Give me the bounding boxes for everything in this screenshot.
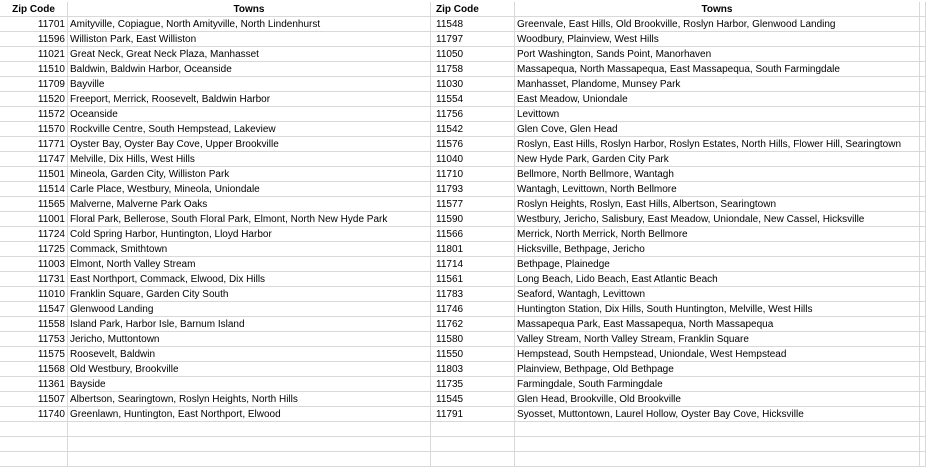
empty-cell[interactable] <box>920 272 926 287</box>
towns-cell[interactable]: Bellmore, North Bellmore, Wantagh <box>515 167 920 182</box>
towns-cell[interactable]: Merrick, North Merrick, North Bellmore <box>515 227 920 242</box>
zip-code-cell[interactable]: 11710 <box>431 167 515 182</box>
zip-code-cell[interactable]: 11561 <box>431 272 515 287</box>
table-row <box>0 77 926 92</box>
zip-code-cell[interactable]: 11361 <box>0 377 68 392</box>
towns-cell[interactable]: Malverne, Malverne Park Oaks <box>68 197 431 212</box>
zip-code-cell[interactable] <box>431 437 515 452</box>
towns-cell[interactable]: Bethpage, Plainedge <box>515 257 920 272</box>
towns-cell[interactable]: Glenwood Landing <box>68 302 431 317</box>
towns-cell[interactable]: Albertson, Searingtown, Roslyn Heights, North Hills <box>68 392 431 407</box>
towns-cell[interactable]: Syosset, Muttontown, Laurel Hollow, Oyster Bay Cove, Hicksville <box>515 407 920 422</box>
table-row <box>0 227 926 242</box>
zip-code-cell[interactable] <box>0 422 68 437</box>
zip-code-cell[interactable]: 11003 <box>0 257 68 272</box>
zip-code-cell[interactable]: 11030 <box>431 77 515 92</box>
empty-cell[interactable] <box>920 212 926 227</box>
zip-code-cell[interactable]: 11801 <box>431 242 515 257</box>
towns-cell[interactable]: East Meadow, Uniondale <box>515 92 920 107</box>
zip-code-cell[interactable] <box>0 452 68 467</box>
towns-cell[interactable] <box>68 437 431 452</box>
table-row <box>0 317 926 332</box>
zip-code-cell[interactable]: 11501 <box>0 167 68 182</box>
zip-code-cell[interactable]: 11714 <box>431 257 515 272</box>
header-zip-code-1[interactable]: Zip Code <box>0 2 68 17</box>
zip-code-cell[interactable]: 11507 <box>0 392 68 407</box>
towns-cell[interactable]: Hempstead, South Hempstead, Uniondale, West Hempstead <box>515 347 920 362</box>
empty-cell[interactable] <box>920 92 926 107</box>
towns-cell[interactable]: Seaford, Wantagh, Levittown <box>515 287 920 302</box>
towns-cell[interactable]: New Hyde Park, Garden City Park <box>515 152 920 167</box>
zip-code-cell[interactable]: 11701 <box>0 17 68 32</box>
zip-code-cell[interactable]: 11724 <box>0 227 68 242</box>
zip-code-cell[interactable]: 11577 <box>431 197 515 212</box>
empty-cell[interactable] <box>920 407 926 422</box>
table-row <box>0 287 926 302</box>
towns-cell[interactable]: Port Washington, Sands Point, Manorhaven <box>515 47 920 62</box>
towns-cell[interactable]: Plainview, Bethpage, Old Bethpage <box>515 362 920 377</box>
zip-code-cell[interactable]: 11735 <box>431 377 515 392</box>
towns-cell[interactable]: Old Westbury, Brookville <box>68 362 431 377</box>
towns-cell[interactable]: Bayside <box>68 377 431 392</box>
zip-code-cell[interactable]: 11797 <box>431 32 515 47</box>
zip-code-cell[interactable]: 11803 <box>431 362 515 377</box>
zip-code-cell[interactable]: 11580 <box>431 332 515 347</box>
towns-cell[interactable]: Massapequa, North Massapequa, East Massapequa, South Farmingdale <box>515 62 920 77</box>
empty-cell[interactable] <box>920 32 926 47</box>
zip-code-cell[interactable]: 11566 <box>431 227 515 242</box>
zip-code-cell[interactable]: 11731 <box>0 272 68 287</box>
table-row <box>0 302 926 317</box>
towns-cell[interactable]: East Northport, Commack, Elwood, Dix Hills <box>68 272 431 287</box>
zip-code-cell[interactable]: 11576 <box>431 137 515 152</box>
empty-cell[interactable] <box>920 47 926 62</box>
header-row <box>0 2 926 17</box>
table-row <box>0 62 926 77</box>
empty-cell[interactable] <box>920 437 926 452</box>
zip-code-cell[interactable]: 11040 <box>431 152 515 167</box>
table-row <box>0 107 926 122</box>
empty-cell[interactable] <box>920 257 926 272</box>
towns-cell[interactable]: Roslyn, East Hills, Roslyn Harbor, Roslyn Estates, North Hills, Flower Hill, Searingtown <box>515 137 920 152</box>
zip-code-cell[interactable]: 11545 <box>431 392 515 407</box>
table-row <box>0 197 926 212</box>
towns-cell[interactable]: Williston Park, East Williston <box>68 32 431 47</box>
towns-cell[interactable]: Great Neck, Great Neck Plaza, Manhasset <box>68 47 431 62</box>
header-zip-code-2[interactable]: Zip Code <box>431 2 515 17</box>
zip-code-cell[interactable]: 11510 <box>0 62 68 77</box>
towns-cell[interactable]: Long Beach, Lido Beach, East Atlantic Beach <box>515 272 920 287</box>
towns-cell[interactable]: Roslyn Heights, Roslyn, East Hills, Albertson, Searingtown <box>515 197 920 212</box>
empty-cell[interactable] <box>920 347 926 362</box>
table-row <box>0 182 926 197</box>
empty-cell[interactable] <box>920 317 926 332</box>
towns-cell[interactable]: Baldwin, Baldwin Harbor, Oceanside <box>68 62 431 77</box>
empty-cell[interactable] <box>920 152 926 167</box>
towns-cell[interactable]: Floral Park, Bellerose, South Floral Park, Elmont, North New Hyde Park <box>68 212 431 227</box>
table-row <box>0 137 926 152</box>
empty-cell[interactable] <box>920 122 926 137</box>
zip-code-cell[interactable]: 11575 <box>0 347 68 362</box>
zip-code-cell[interactable]: 11520 <box>0 92 68 107</box>
towns-cell[interactable]: Huntington Station, Dix Hills, South Huntington, Melville, West Hills <box>515 302 920 317</box>
towns-cell[interactable]: Hicksville, Bethpage, Jericho <box>515 242 920 257</box>
towns-cell[interactable]: Melville, Dix Hills, West Hills <box>68 152 431 167</box>
zip-code-cell[interactable]: 11021 <box>0 47 68 62</box>
towns-cell[interactable]: Elmont, North Valley Stream <box>68 257 431 272</box>
table-row <box>0 257 926 272</box>
zip-code-cell[interactable] <box>0 437 68 452</box>
towns-cell[interactable]: Mineola, Garden City, Williston Park <box>68 167 431 182</box>
empty-row <box>0 422 926 437</box>
empty-row <box>0 437 926 452</box>
table-row <box>0 32 926 47</box>
table-row <box>0 347 926 362</box>
towns-cell[interactable]: Glen Head, Brookville, Old Brookville <box>515 392 920 407</box>
towns-cell[interactable]: Levittown <box>515 107 920 122</box>
empty-cell[interactable] <box>920 242 926 257</box>
zip-code-cell[interactable]: 11747 <box>0 152 68 167</box>
table-row <box>0 392 926 407</box>
empty-cell[interactable] <box>920 332 926 347</box>
zip-code-cell[interactable]: 11570 <box>0 122 68 137</box>
empty-cell[interactable] <box>920 197 926 212</box>
empty-row <box>0 452 926 467</box>
towns-cell[interactable] <box>68 422 431 437</box>
towns-cell[interactable]: Glen Cove, Glen Head <box>515 122 920 137</box>
table-row <box>0 272 926 287</box>
zip-code-cell[interactable]: 11548 <box>431 17 515 32</box>
table-row <box>0 332 926 347</box>
towns-cell[interactable] <box>68 452 431 467</box>
zip-code-cell[interactable]: 11001 <box>0 212 68 227</box>
table-row <box>0 122 926 137</box>
zip-code-cell[interactable]: 11756 <box>431 107 515 122</box>
towns-cell[interactable]: Woodbury, Plainview, West Hills <box>515 32 920 47</box>
towns-cell[interactable]: Farmingdale, South Farmingdale <box>515 377 920 392</box>
zip-code-cell[interactable]: 11793 <box>431 182 515 197</box>
table-row <box>0 407 926 422</box>
towns-cell[interactable]: Amityville, Copiague, North Amityville, North Lindenhurst <box>68 17 431 32</box>
zip-code-cell[interactable]: 11746 <box>431 302 515 317</box>
towns-cell[interactable]: Massapequa Park, East Massapequa, North Massapequa <box>515 317 920 332</box>
empty-cell[interactable] <box>920 167 926 182</box>
towns-cell[interactable]: Freeport, Merrick, Roosevelt, Baldwin Harbor <box>68 92 431 107</box>
empty-cell[interactable] <box>920 422 926 437</box>
towns-cell[interactable] <box>515 452 920 467</box>
zip-code-cell[interactable]: 11762 <box>431 317 515 332</box>
empty-cell[interactable] <box>920 107 926 122</box>
zip-code-cell[interactable]: 11740 <box>0 407 68 422</box>
towns-cell[interactable] <box>515 437 920 452</box>
empty-cell[interactable] <box>920 227 926 242</box>
towns-cell[interactable]: Carle Place, Westbury, Mineola, Uniondale <box>68 182 431 197</box>
empty-cell[interactable] <box>920 302 926 317</box>
towns-cell[interactable]: Franklin Square, Garden City South <box>68 287 431 302</box>
zip-code-cell[interactable]: 11547 <box>0 302 68 317</box>
towns-cell[interactable]: Greenvale, East Hills, Old Brookville, Roslyn Harbor, Glenwood Landing <box>515 17 920 32</box>
zip-code-cell[interactable]: 11771 <box>0 137 68 152</box>
zip-code-cell[interactable]: 11050 <box>431 47 515 62</box>
header-towns-1[interactable]: Towns <box>68 2 431 17</box>
zip-code-cell[interactable]: 11542 <box>431 122 515 137</box>
towns-cell[interactable]: Greenlawn, Huntington, East Northport, Elwood <box>68 407 431 422</box>
zip-code-cell[interactable]: 11709 <box>0 77 68 92</box>
towns-cell[interactable]: Wantagh, Levittown, North Bellmore <box>515 182 920 197</box>
empty-cell[interactable] <box>920 362 926 377</box>
towns-cell[interactable] <box>515 422 920 437</box>
empty-cell[interactable] <box>920 182 926 197</box>
table-row <box>0 167 926 182</box>
towns-cell[interactable]: Cold Spring Harbor, Huntington, Lloyd Harbor <box>68 227 431 242</box>
table-row <box>0 362 926 377</box>
empty-cell[interactable] <box>920 17 926 32</box>
towns-cell[interactable]: Westbury, Jericho, Salisbury, East Meadow, Uniondale, New Cassel, Hicksville <box>515 212 920 227</box>
towns-cell[interactable]: Manhasset, Plandome, Munsey Park <box>515 77 920 92</box>
table-row <box>0 377 926 392</box>
towns-cell[interactable]: Valley Stream, North Valley Stream, Franklin Square <box>515 332 920 347</box>
table-row <box>0 152 926 167</box>
zip-code-cell[interactable]: 11558 <box>0 317 68 332</box>
empty-cell[interactable] <box>920 2 926 17</box>
zip-code-cell[interactable]: 11758 <box>431 62 515 77</box>
empty-cell[interactable] <box>920 377 926 392</box>
towns-cell[interactable]: Bayville <box>68 77 431 92</box>
towns-cell[interactable]: Rockville Centre, South Hempstead, Lakeview <box>68 122 431 137</box>
table-row <box>0 242 926 257</box>
header-towns-2[interactable]: Towns <box>515 2 920 17</box>
zip-code-cell[interactable]: 11514 <box>0 182 68 197</box>
towns-cell[interactable]: Jericho, Muttontown <box>68 332 431 347</box>
table-row <box>0 92 926 107</box>
empty-cell[interactable] <box>920 287 926 302</box>
zip-code-cell[interactable]: 11753 <box>0 332 68 347</box>
table-row <box>0 212 926 227</box>
zip-code-cell[interactable]: 11590 <box>431 212 515 227</box>
zip-code-cell[interactable]: 11725 <box>0 242 68 257</box>
towns-cell[interactable]: Commack, Smithtown <box>68 242 431 257</box>
empty-cell[interactable] <box>920 77 926 92</box>
zip-code-cell[interactable] <box>431 452 515 467</box>
table-row <box>0 17 926 32</box>
empty-cell[interactable] <box>920 62 926 77</box>
zip-code-cell[interactable]: 11565 <box>0 197 68 212</box>
zip-code-cell[interactable]: 11550 <box>431 347 515 362</box>
zip-code-cell[interactable]: 11783 <box>431 287 515 302</box>
empty-cell[interactable] <box>920 392 926 407</box>
zip-code-cell[interactable]: 11554 <box>431 92 515 107</box>
zip-code-cell[interactable]: 11791 <box>431 407 515 422</box>
zip-code-cell[interactable]: 11568 <box>0 362 68 377</box>
empty-cell[interactable] <box>920 452 926 467</box>
zip-code-cell[interactable]: 11010 <box>0 287 68 302</box>
towns-cell[interactable]: Oyster Bay, Oyster Bay Cove, Upper Brookville <box>68 137 431 152</box>
zip-code-cell[interactable] <box>431 422 515 437</box>
towns-cell[interactable]: Island Park, Harbor Isle, Barnum Island <box>68 317 431 332</box>
zip-code-cell[interactable]: 11572 <box>0 107 68 122</box>
zip-code-cell[interactable]: 11596 <box>0 32 68 47</box>
towns-cell[interactable]: Roosevelt, Baldwin <box>68 347 431 362</box>
empty-cell[interactable] <box>920 137 926 152</box>
table-row <box>0 47 926 62</box>
towns-cell[interactable]: Oceanside <box>68 107 431 122</box>
